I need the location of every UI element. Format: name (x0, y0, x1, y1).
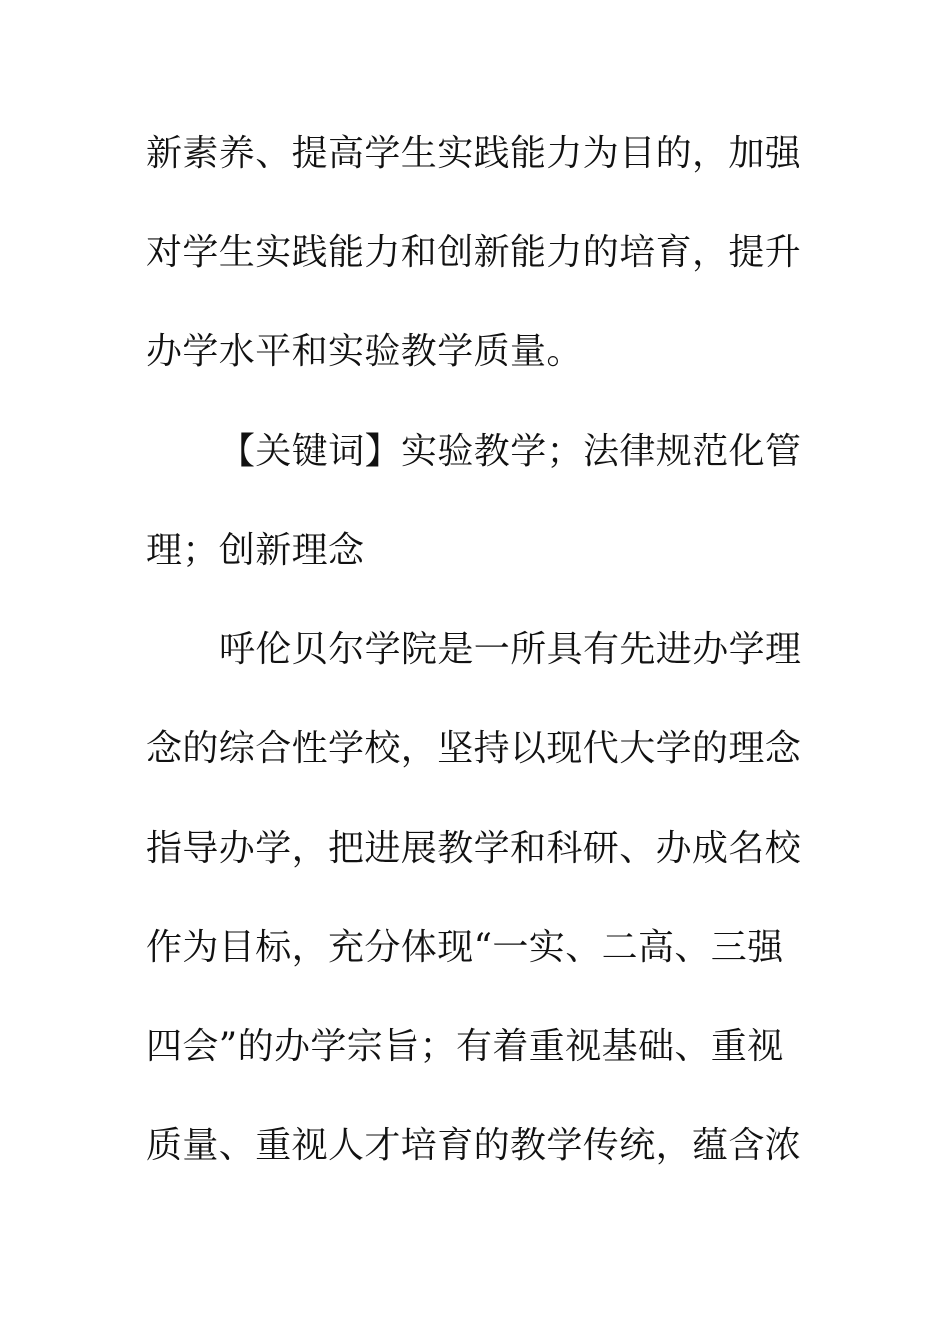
text-line: 指导办学，把进展教学和科研、办成名校 (146, 828, 802, 869)
text-line: 理；创新理念 (146, 530, 365, 571)
text-line: 质量、重视人才培育的教学传统，蕴含浓 (146, 1125, 802, 1166)
keywords-line: 【关键词】实验教学；法律规范化管 (219, 431, 802, 472)
text-line: 四会”的办学宗旨；有着重视基础、重视 (146, 1026, 784, 1067)
text-line: 新素养、提高学生实践能力为目的，加强 (146, 133, 802, 174)
text-line: 办学水平和实验教学质量。 (146, 331, 583, 372)
paragraph-start-line: 呼伦贝尔学院是一所具有先进办学理 (219, 629, 802, 670)
text-line: 作为目标，充分体现“一实、二高、三强 (146, 927, 784, 968)
text-line: 念的综合性学校，坚持以现代大学的理念 (146, 728, 802, 769)
text-line: 对学生实践能力和创新能力的培育，提升 (146, 232, 802, 273)
